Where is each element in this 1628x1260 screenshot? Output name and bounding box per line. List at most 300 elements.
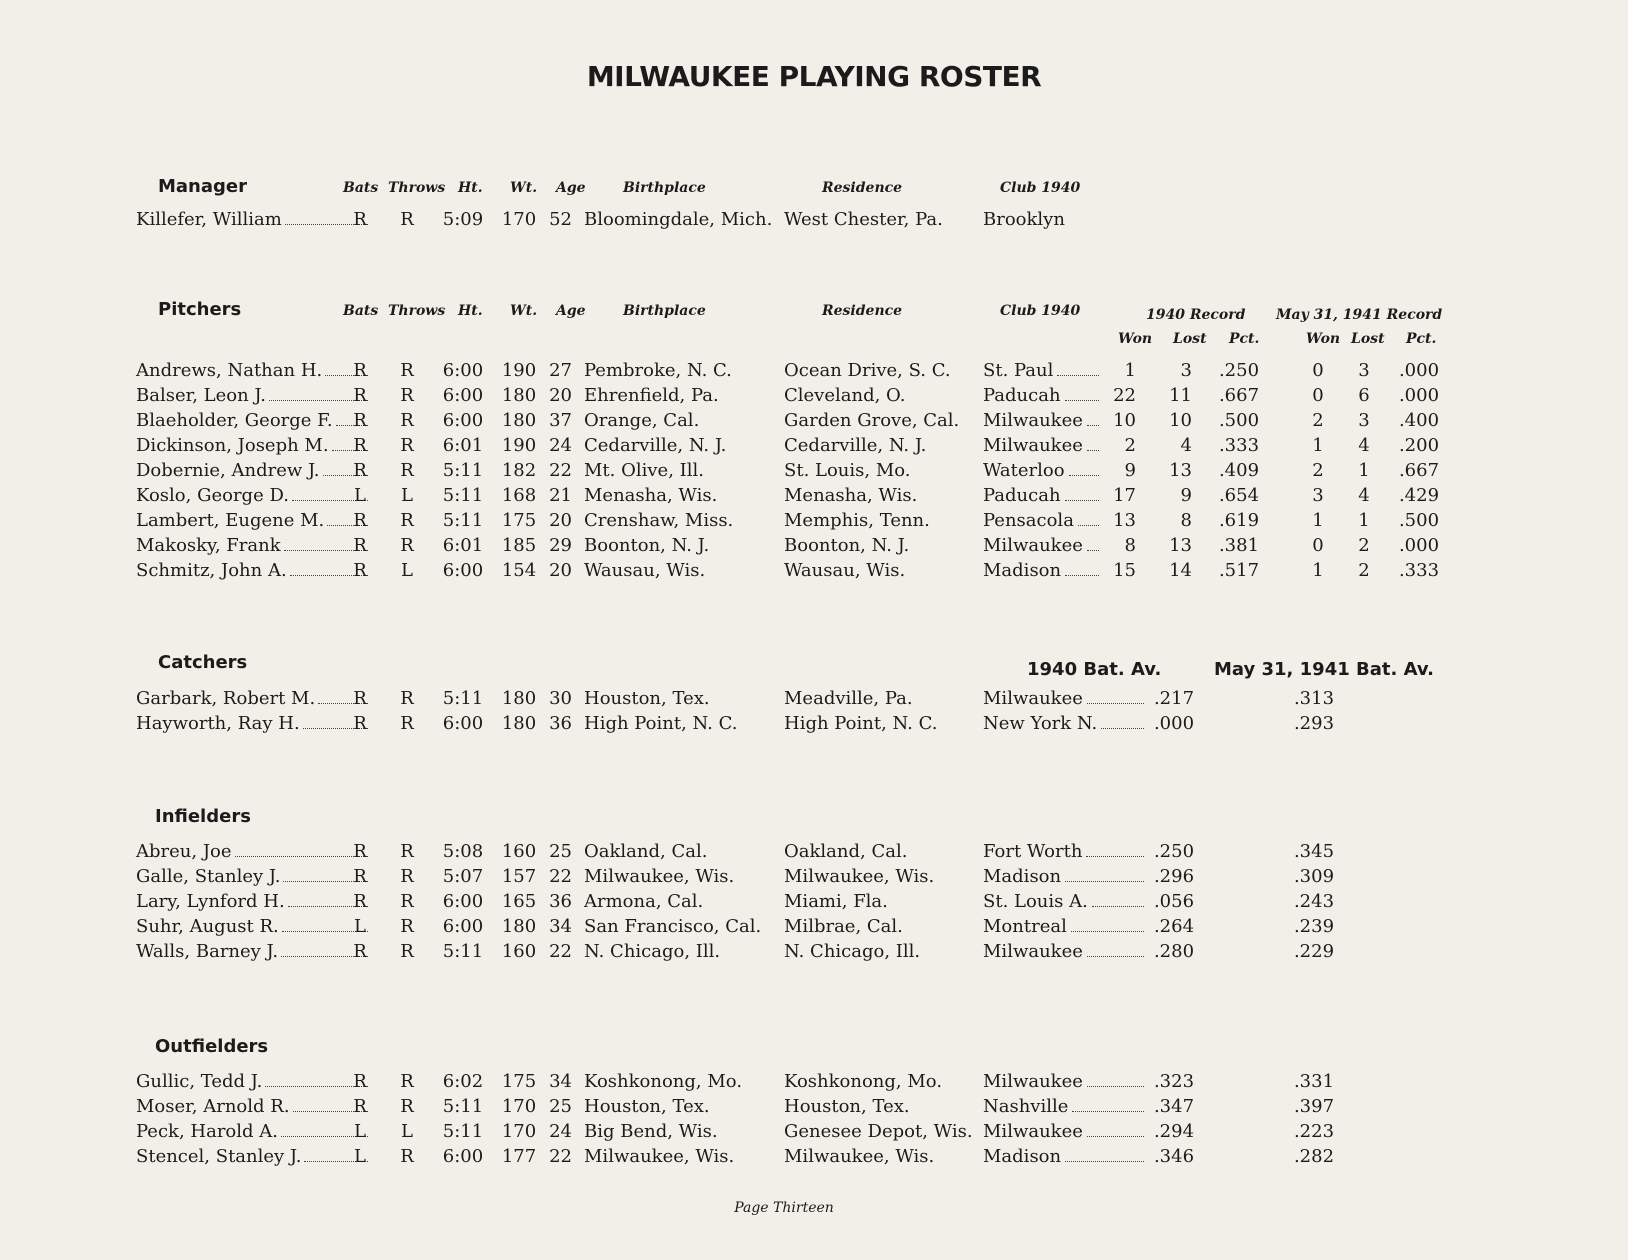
cell-ht: 6:01	[442, 435, 484, 456]
cell-w40: 1	[1124, 360, 1136, 381]
cell-wt: 180	[501, 688, 537, 709]
cell-throws: R	[400, 713, 414, 734]
cell-club: St. Paul	[983, 360, 1103, 381]
cell-p41: .000	[1398, 535, 1440, 556]
cell-l41: 1	[1358, 510, 1370, 531]
header-won-1941: Won	[1306, 331, 1341, 347]
header-bats: Bats	[343, 180, 379, 196]
cell-name: Dobernie, Andrew J.	[136, 460, 370, 481]
cell-age: 22	[549, 866, 572, 887]
cell-throws: R	[400, 916, 414, 937]
cell-ba41: .331	[1293, 1071, 1335, 1092]
header-residence: Residence	[822, 303, 903, 319]
cell-name: Lary, Lynford H.	[136, 891, 370, 912]
cell-bats: R	[353, 891, 367, 912]
cell-age: 24	[549, 435, 572, 456]
header-throws: Throws	[388, 180, 446, 196]
cell-name: Moser, Arnold R.	[136, 1096, 370, 1117]
cell-birthplace: Pembroke, N. C.	[584, 360, 732, 381]
cell-name: Andrews, Nathan H.	[136, 360, 370, 381]
cell-ba41: .313	[1293, 688, 1335, 709]
table-row	[0, 688, 1628, 712]
cell-residence: High Point, N. C.	[784, 713, 938, 734]
section-title-infielders: Infielders	[155, 806, 251, 827]
cell-ht: 5:11	[442, 460, 484, 481]
cell-w41: 3	[1312, 485, 1324, 506]
cell-birthplace: San Francisco, Cal.	[584, 916, 762, 937]
cell-ht: 6:00	[442, 385, 484, 406]
table-row	[0, 535, 1628, 559]
cell-wt: 170	[501, 1096, 537, 1117]
cell-l41: 2	[1358, 560, 1370, 581]
cell-bats: R	[353, 410, 367, 431]
cell-residence: Koshkonong, Mo.	[784, 1071, 943, 1092]
cell-age: 30	[549, 688, 572, 709]
cell-throws: R	[400, 941, 414, 962]
cell-birthplace: Houston, Tex.	[584, 688, 710, 709]
header-throws: Throws	[388, 303, 446, 319]
cell-residence: Meadville, Pa.	[784, 688, 913, 709]
cell-p41: .333	[1398, 560, 1440, 581]
cell-club: Milwaukee	[983, 410, 1103, 431]
cell-ba41: .293	[1293, 713, 1335, 734]
cell-club: Milwaukee	[983, 1121, 1148, 1142]
cell-ba41: .309	[1293, 866, 1335, 887]
cell-residence: Boonton, N. J.	[784, 535, 910, 556]
cell-residence: Genesee Depot, Wis.	[784, 1121, 973, 1142]
header-ht: Ht.	[458, 180, 483, 196]
header-lost-1940: Lost	[1173, 331, 1207, 347]
cell-p41: .000	[1398, 360, 1440, 381]
cell-throws: R	[400, 535, 414, 556]
cell-residence: Wausau, Wis.	[784, 560, 906, 581]
cell-w40: 2	[1124, 435, 1136, 456]
cell-ba40: .346	[1153, 1146, 1195, 1167]
cell-p40: .333	[1218, 435, 1260, 456]
header-bat-avg-1941: May 31, 1941 Bat. Av.	[1214, 659, 1434, 680]
cell-w41: 2	[1312, 460, 1324, 481]
cell-l41: 6	[1358, 385, 1370, 406]
cell-name: Galle, Stanley J.	[136, 866, 370, 887]
header-club: Club 1940	[1000, 180, 1081, 196]
cell-ht: 6:00	[442, 916, 484, 937]
cell-p40: .517	[1218, 560, 1260, 581]
cell-throws: R	[400, 360, 414, 381]
cell-club: Brooklyn	[983, 209, 1065, 230]
header-ht: Ht.	[458, 303, 483, 319]
cell-bats: R	[353, 688, 367, 709]
cell-birthplace: Armona, Cal.	[584, 891, 704, 912]
cell-ba41: .239	[1293, 916, 1335, 937]
cell-birthplace: Milwaukee, Wis.	[584, 866, 735, 887]
cell-wt: 175	[501, 1071, 537, 1092]
cell-birthplace: Wausau, Wis.	[584, 560, 706, 581]
header-record-1941: May 31, 1941 Record	[1276, 307, 1443, 323]
header-bat-avg-1940: 1940 Bat. Av.	[1027, 659, 1162, 680]
cell-club: Milwaukee	[983, 1071, 1148, 1092]
cell-ba40: .056	[1153, 891, 1195, 912]
cell-age: 52	[549, 209, 572, 230]
cell-w41: 0	[1312, 385, 1324, 406]
cell-club: Nashville	[983, 1096, 1148, 1117]
header-pct-1940: Pct.	[1229, 331, 1260, 347]
cell-ba40: .323	[1153, 1071, 1195, 1092]
cell-w40: 17	[1113, 485, 1136, 506]
cell-wt: 182	[501, 460, 537, 481]
cell-throws: R	[400, 841, 414, 862]
section-title-outfielders: Outfielders	[155, 1036, 269, 1057]
cell-birthplace: Ehrenfield, Pa.	[584, 385, 719, 406]
cell-ba40: .347	[1153, 1096, 1195, 1117]
cell-p41: .667	[1398, 460, 1440, 481]
cell-ba41: .243	[1293, 891, 1335, 912]
section-title-catchers: Catchers	[158, 652, 248, 673]
cell-age: 29	[549, 535, 572, 556]
cell-ba40: .000	[1153, 713, 1195, 734]
cell-birthplace: Boonton, N. J.	[584, 535, 710, 556]
cell-bats: R	[353, 535, 367, 556]
cell-w41: 1	[1312, 435, 1324, 456]
cell-l40: 3	[1180, 360, 1192, 381]
cell-birthplace: High Point, N. C.	[584, 713, 738, 734]
cell-p40: .619	[1218, 510, 1260, 531]
cell-club: St. Louis A.	[983, 891, 1148, 912]
cell-name: Killefer, William	[136, 209, 370, 230]
table-row	[0, 891, 1628, 915]
cell-residence: Ocean Drive, S. C.	[784, 360, 951, 381]
cell-p40: .409	[1218, 460, 1260, 481]
header-pct-1941: Pct.	[1406, 331, 1437, 347]
header-birthplace: Birthplace	[623, 303, 706, 319]
cell-name: Walls, Barney J.	[136, 941, 370, 962]
cell-bats: R	[353, 841, 367, 862]
cell-throws: R	[400, 688, 414, 709]
cell-residence: N. Chicago, Ill.	[784, 941, 921, 962]
cell-ba40: .264	[1153, 916, 1195, 937]
cell-throws: R	[400, 435, 414, 456]
cell-residence: Cleveland, O.	[784, 385, 906, 406]
table-row	[0, 560, 1628, 584]
cell-l40: 11	[1169, 385, 1192, 406]
cell-throws: R	[400, 209, 414, 230]
cell-ba40: .280	[1153, 941, 1195, 962]
cell-wt: 175	[501, 510, 537, 531]
table-row	[0, 713, 1628, 737]
cell-l40: 13	[1169, 460, 1192, 481]
cell-w41: 0	[1312, 535, 1324, 556]
page-title: MILWAUKEE PLAYING ROSTER	[586, 60, 1042, 93]
table-row	[0, 460, 1628, 484]
cell-age: 25	[549, 1096, 572, 1117]
cell-ht: 6:02	[442, 1071, 484, 1092]
cell-club: Milwaukee	[983, 688, 1148, 709]
cell-ht: 5:08	[442, 841, 484, 862]
cell-ba41: .397	[1293, 1096, 1335, 1117]
cell-birthplace: Cedarville, N. J.	[584, 435, 727, 456]
cell-l40: 8	[1180, 510, 1192, 531]
cell-club: Waterloo	[983, 460, 1103, 481]
cell-club: Fort Worth	[983, 841, 1148, 862]
cell-ht: 6:00	[442, 410, 484, 431]
cell-p41: .429	[1398, 485, 1440, 506]
cell-club: Madison	[983, 1146, 1148, 1167]
cell-name: Makosky, Frank	[136, 535, 370, 556]
cell-birthplace: Mt. Olive, Ill.	[584, 460, 704, 481]
cell-residence: Houston, Tex.	[784, 1096, 910, 1117]
cell-l41: 4	[1358, 435, 1370, 456]
cell-l40: 13	[1169, 535, 1192, 556]
cell-club: Montreal	[983, 916, 1148, 937]
cell-p40: .654	[1218, 485, 1260, 506]
table-row	[0, 1121, 1628, 1145]
cell-age: 27	[549, 360, 572, 381]
cell-name: Dickinson, Joseph M.	[136, 435, 370, 456]
cell-ht: 6:00	[442, 713, 484, 734]
cell-name: Peck, Harold A.	[136, 1121, 370, 1142]
cell-residence: St. Louis, Mo.	[784, 460, 911, 481]
cell-bats: L	[354, 1121, 366, 1142]
page-number: Page Thirteen	[734, 1200, 834, 1216]
cell-name: Koslo, George D.	[136, 485, 370, 506]
cell-w41: 1	[1312, 560, 1324, 581]
cell-age: 37	[549, 410, 572, 431]
cell-bats: R	[353, 1071, 367, 1092]
cell-residence: Milwaukee, Wis.	[784, 866, 935, 887]
cell-residence: West Chester, Pa.	[784, 209, 943, 230]
cell-name: Abreu, Joe	[136, 841, 370, 862]
cell-l41: 2	[1358, 535, 1370, 556]
cell-age: 21	[549, 485, 572, 506]
header-wt: Wt.	[510, 180, 538, 196]
cell-p41: .000	[1398, 385, 1440, 406]
cell-age: 22	[549, 941, 572, 962]
cell-ht: 5:11	[442, 485, 484, 506]
cell-name: Gullic, Tedd J.	[136, 1071, 370, 1092]
cell-age: 22	[549, 1146, 572, 1167]
cell-ba40: .296	[1153, 866, 1195, 887]
header-age: Age	[556, 303, 586, 319]
cell-club: Milwaukee	[983, 941, 1148, 962]
cell-name: Lambert, Eugene M.	[136, 510, 370, 531]
cell-bats: R	[353, 435, 367, 456]
cell-w40: 13	[1113, 510, 1136, 531]
cell-ht: 5:11	[442, 688, 484, 709]
cell-residence: Milwaukee, Wis.	[784, 1146, 935, 1167]
cell-residence: Garden Grove, Cal.	[784, 410, 960, 431]
cell-club: Paducah	[983, 385, 1103, 406]
table-row	[0, 360, 1628, 384]
cell-w40: 9	[1124, 460, 1136, 481]
header-record-1940: 1940 Record	[1146, 307, 1246, 323]
cell-bats: R	[353, 460, 367, 481]
cell-w41: 2	[1312, 410, 1324, 431]
cell-ht: 5:11	[442, 510, 484, 531]
cell-ht: 5:09	[442, 209, 484, 230]
cell-throws: R	[400, 410, 414, 431]
cell-w40: 22	[1113, 385, 1136, 406]
cell-ht: 6:00	[442, 1146, 484, 1167]
cell-wt: 180	[501, 713, 537, 734]
section-title-pitchers: Pitchers	[158, 299, 242, 320]
cell-residence: Milbrae, Cal.	[784, 916, 903, 937]
cell-birthplace: N. Chicago, Ill.	[584, 941, 721, 962]
cell-l40: 14	[1169, 560, 1192, 581]
cell-p41: .400	[1398, 410, 1440, 431]
cell-p41: .200	[1398, 435, 1440, 456]
cell-age: 36	[549, 891, 572, 912]
cell-ht: 5:07	[442, 866, 484, 887]
cell-p40: .381	[1218, 535, 1260, 556]
cell-club: New York N.	[983, 713, 1148, 734]
cell-l41: 3	[1358, 410, 1370, 431]
cell-w40: 8	[1124, 535, 1136, 556]
header-won-1940: Won	[1118, 331, 1153, 347]
header-residence: Residence	[822, 180, 903, 196]
cell-wt: 170	[501, 1121, 537, 1142]
cell-l41: 3	[1358, 360, 1370, 381]
cell-birthplace: Milwaukee, Wis.	[584, 1146, 735, 1167]
cell-throws: L	[401, 560, 413, 581]
cell-age: 20	[549, 385, 572, 406]
cell-wt: 180	[501, 916, 537, 937]
table-row	[0, 410, 1628, 434]
cell-age: 20	[549, 560, 572, 581]
cell-club: Pensacola	[983, 510, 1103, 531]
cell-wt: 160	[501, 941, 537, 962]
cell-l41: 4	[1358, 485, 1370, 506]
cell-name: Schmitz, John A.	[136, 560, 370, 581]
cell-wt: 157	[501, 866, 537, 887]
cell-wt: 190	[501, 360, 537, 381]
cell-ht: 5:11	[442, 941, 484, 962]
cell-ba40: .217	[1153, 688, 1195, 709]
header-age: Age	[556, 180, 586, 196]
header-lost-1941: Lost	[1351, 331, 1385, 347]
cell-bats: R	[353, 209, 367, 230]
cell-ht: 5:11	[442, 1121, 484, 1142]
table-row	[0, 1146, 1628, 1170]
cell-ba41: .345	[1293, 841, 1335, 862]
cell-age: 22	[549, 460, 572, 481]
cell-throws: R	[400, 891, 414, 912]
cell-ht: 6:00	[442, 560, 484, 581]
cell-birthplace: Big Bend, Wis.	[584, 1121, 718, 1142]
cell-l40: 9	[1180, 485, 1192, 506]
cell-bats: L	[354, 1146, 366, 1167]
cell-ht: 6:01	[442, 535, 484, 556]
header-wt: Wt.	[510, 303, 538, 319]
cell-w41: 0	[1312, 360, 1324, 381]
cell-wt: 185	[501, 535, 537, 556]
cell-residence: Memphis, Tenn.	[784, 510, 930, 531]
cell-bats: L	[354, 485, 366, 506]
cell-birthplace: Oakland, Cal.	[584, 841, 708, 862]
table-row	[0, 941, 1628, 965]
cell-club: Paducah	[983, 485, 1103, 506]
cell-birthplace: Crenshaw, Miss.	[584, 510, 734, 531]
cell-p40: .500	[1218, 410, 1260, 431]
cell-p41: .500	[1398, 510, 1440, 531]
cell-age: 34	[549, 1071, 572, 1092]
table-row	[0, 1071, 1628, 1095]
cell-name: Garbark, Robert M.	[136, 688, 370, 709]
cell-name: Stencel, Stanley J.	[136, 1146, 370, 1167]
cell-age: 20	[549, 510, 572, 531]
cell-w40: 10	[1113, 410, 1136, 431]
table-row	[0, 485, 1628, 509]
cell-wt: 168	[501, 485, 537, 506]
table-row	[0, 916, 1628, 940]
cell-throws: R	[400, 1071, 414, 1092]
cell-bats: R	[353, 510, 367, 531]
cell-name: Hayworth, Ray H.	[136, 713, 370, 734]
cell-birthplace: Bloomingdale, Mich.	[584, 209, 773, 230]
cell-wt: 154	[501, 560, 537, 581]
cell-wt: 180	[501, 385, 537, 406]
cell-residence: Miami, Fla.	[784, 891, 888, 912]
header-bats: Bats	[343, 303, 379, 319]
cell-club: Milwaukee	[983, 535, 1103, 556]
cell-birthplace: Orange, Cal.	[584, 410, 700, 431]
cell-name: Balser, Leon J.	[136, 385, 370, 406]
cell-birthplace: Houston, Tex.	[584, 1096, 710, 1117]
cell-bats: R	[353, 360, 367, 381]
cell-ba40: .294	[1153, 1121, 1195, 1142]
table-row	[0, 435, 1628, 459]
cell-throws: R	[400, 1146, 414, 1167]
cell-w41: 1	[1312, 510, 1324, 531]
cell-ba41: .282	[1293, 1146, 1335, 1167]
cell-wt: 190	[501, 435, 537, 456]
cell-bats: R	[353, 713, 367, 734]
cell-ht: 6:00	[442, 891, 484, 912]
cell-bats: R	[353, 866, 367, 887]
cell-p40: .250	[1218, 360, 1260, 381]
cell-wt: 160	[501, 841, 537, 862]
cell-throws: R	[400, 460, 414, 481]
cell-residence: Cedarville, N. J.	[784, 435, 927, 456]
cell-bats: L	[354, 916, 366, 937]
cell-bats: R	[353, 941, 367, 962]
cell-wt: 180	[501, 410, 537, 431]
cell-age: 25	[549, 841, 572, 862]
cell-birthplace: Menasha, Wis.	[584, 485, 718, 506]
table-row	[0, 510, 1628, 534]
cell-wt: 170	[501, 209, 537, 230]
cell-age: 24	[549, 1121, 572, 1142]
table-row	[0, 209, 1628, 233]
cell-l40: 4	[1180, 435, 1192, 456]
cell-ht: 5:11	[442, 1096, 484, 1117]
table-row	[0, 841, 1628, 865]
cell-wt: 177	[501, 1146, 537, 1167]
cell-ht: 6:00	[442, 360, 484, 381]
cell-club: Milwaukee	[983, 435, 1103, 456]
header-club: Club 1940	[1000, 303, 1081, 319]
table-row	[0, 385, 1628, 409]
cell-age: 36	[549, 713, 572, 734]
cell-throws: R	[400, 385, 414, 406]
cell-ba40: .250	[1153, 841, 1195, 862]
section-title-manager: Manager	[158, 176, 247, 197]
cell-bats: R	[353, 560, 367, 581]
cell-name: Blaeholder, George F.	[136, 410, 370, 431]
cell-club: Madison	[983, 866, 1148, 887]
cell-name: Suhr, August R.	[136, 916, 370, 937]
cell-bats: R	[353, 1096, 367, 1117]
table-row	[0, 866, 1628, 890]
cell-wt: 165	[501, 891, 537, 912]
